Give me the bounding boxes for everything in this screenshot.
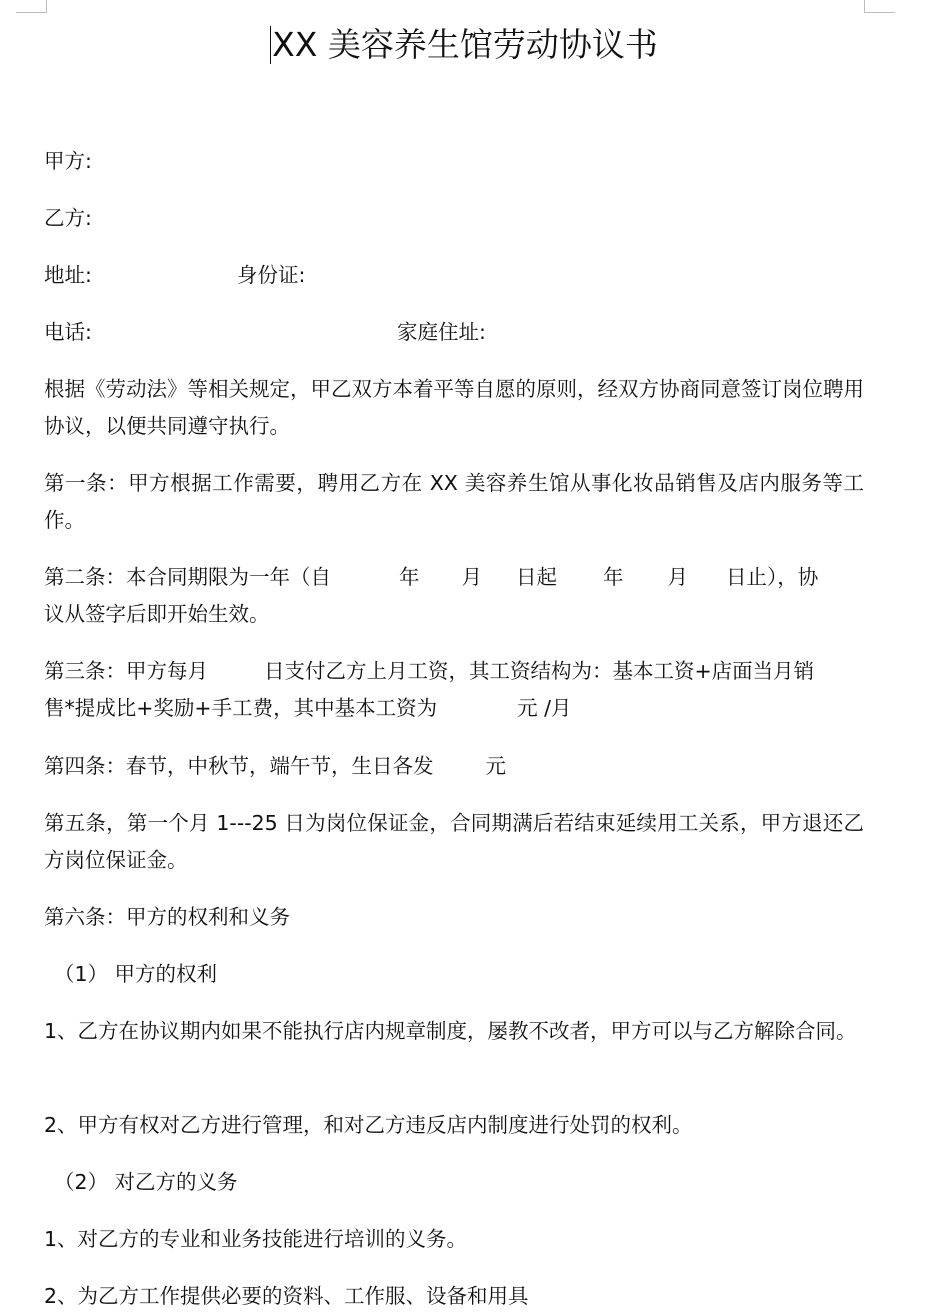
party-a-line: [44, 143, 92, 180]
party-b-label: 乙方:: [44, 206, 92, 230]
article-4: 第四条：春节，中秋节，端午节，生日各发 元: [44, 754, 506, 778]
right-item-1: 1、乙方在协议期内如果不能执行店内规章制度，屡教不改者，甲方可以与乙方解除合同。: [44, 1019, 857, 1043]
right-item-2: 2、甲方有权对乙方进行管理，和对乙方违反店内制度进行处罚的权利。: [44, 1113, 693, 1137]
duty-item-2-partial: 2、为乙方工作提供必要的资料、工作服、设备和用具: [44, 1284, 529, 1308]
sub-heading-duties: （2） 对乙方的义务: [54, 1170, 238, 1194]
article-5: 第五条，第一个月 1---25 日为岗位保证金，合同期满后若结束延续用工关系，甲方退还乙方岗位保证金。: [44, 811, 864, 872]
id-card-label: 身份证:: [236, 263, 306, 287]
sub-heading-rights: （1） 甲方的权利: [54, 962, 218, 986]
article-6-heading: 第六条：甲方的权利和义务: [44, 905, 290, 929]
document-title: XX 美容养生馆劳动协议书: [272, 25, 658, 64]
page-corner-mark-left: [16, 0, 47, 13]
address-label: 地址:: [44, 263, 92, 287]
address-line: [44, 257, 305, 294]
article-2-line-1: 第二条：本合同期限为一年（自 年 月 日起 年 月 日止），协: [44, 565, 819, 589]
party-a-label: 甲方:: [44, 149, 92, 173]
duty-item-1: 1、对乙方的专业和业务技能进行培训的义务。: [44, 1227, 468, 1251]
home-address-label: 家庭住址:: [396, 320, 486, 344]
document-title-block: [0, 22, 928, 68]
text-cursor: [270, 26, 271, 64]
article-3-line-2: 售*提成比+奖励+手工费，其中基本工资为 元 /月: [44, 696, 572, 720]
article-3-line-1: 第三条：甲方每月 日支付乙方上月工资，其工资结构为：基本工资+店面当月销: [44, 659, 815, 683]
page-corner-mark-right: [864, 0, 895, 13]
intro-paragraph: 根据《劳动法》等相关规定，甲乙双方本着平等自愿的原则，经双方协商同意签订岗位聘用协议，以便共同遵守执行。: [44, 377, 864, 438]
party-b-line: [44, 200, 92, 237]
article-2-line-2: 议从签字后即开始生效。: [44, 602, 270, 626]
phone-line: [44, 314, 486, 351]
article-1: 第一条：甲方根据工作需要，聘用乙方在 XX 美容养生馆从事化妆品销售及店内服务等工作。: [44, 471, 864, 532]
phone-label: 电话:: [44, 320, 92, 344]
